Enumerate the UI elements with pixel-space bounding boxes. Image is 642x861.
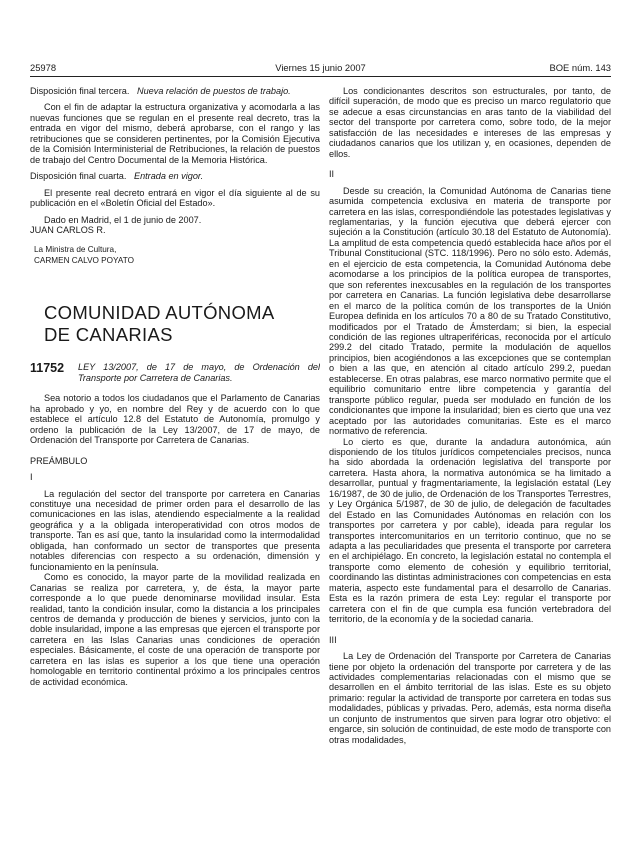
preamble-heading: PREÁMBULO bbox=[30, 455, 88, 466]
roman-heading-1: I bbox=[30, 472, 33, 483]
paragraph: Los condicionantes descritos son estructurales, por tanto, de difícil superación, de modo que es preciso un marco regulatorio que se adecue a esas circunstancias en aras tanto de la viabilidad del sector del transporte por carretera como, sobre todo, de la mejor satisfacción de las necesidades e intereses de las empresas y ciudadanos canarios que los utilizan y, en ocasiones, dependen de ellos. bbox=[329, 86, 611, 159]
paragraph: La Ley de Ordenación del Transporte por Carretera de Canarias tiene por objeto la ordenación del transporte por carretera y de las actividades complementarias relacionadas con el mismo que se desarrollen en el ámbito territorial de las islas. Este es su objeto primario: regular la actividad de transporte por carretera en todas sus modalidades, públicas y privadas. Pero, además, esta norma diseña un conjunto de instrumentos que sirven para lograr otro objetivo: el engarce, sin solución de continuidad, de este modo de transporte con otras modalidades, bbox=[329, 651, 611, 745]
page-number: 25978 bbox=[30, 62, 57, 73]
journal-issue: BOE núm. 143 bbox=[549, 62, 611, 73]
disposition-fourth-body: El presente real decreto entrará en vigor el día siguiente al de su publicación en el «Boletín Oficial del Estado». bbox=[30, 187, 320, 209]
disposition-third-body: Con el fin de adaptar la estructura organizativa y acomodarla a las nuevas funciones que se regulan en el presente real decreto, tras la entrada en vigor del mismo, deberá aprobarse, con el rango y las retribuciones que se consideren pertinentes, por la Comisión Ejecutiva de la Comisión Interministerial de Retribuciones, la relación de puestos de trabajo del Centro Documental de la Memoria Histórica. bbox=[30, 102, 320, 165]
paragraph: Como es conocido, la mayor parte de la movilidad realizada en Canarias se realiza por carretera, y, de ésta, la mayor parte corresponde a lo que puede denominarse movilidad insular. Esta realidad, tanto la condición insular, como la distancia a los principales centros de demanda y producción de bienes y servicios, junto con la doble insularidad, impone a las empresas que ejercen el transporte por carretera en las Islas Canarias unas condiciones de operación especiales. Básicamente, el coste de una operación de transporte por carretera en las islas es superior a los que tiene una operación homologable en territorio continental próximo a los principales centros de actividad económica. bbox=[30, 572, 320, 687]
right-column bbox=[329, 86, 611, 847]
publication-date: Viernes 15 junio 2007 bbox=[275, 62, 366, 73]
header-rule bbox=[30, 76, 611, 77]
minister-role: La Ministra de Cultura, bbox=[34, 245, 117, 255]
roman-heading-2: II bbox=[329, 169, 335, 180]
minister-name: CARMEN CALVO POYATO bbox=[34, 255, 134, 265]
disposition-third-heading: Disposición final tercera. Nueva relación de puestos de trabajo. bbox=[30, 86, 291, 96]
paragraph: Lo cierto es que, durante la andadura autonómica, aún disponiendo de los títulos jurídicos competenciales precisos, nunca ha sido abordada la ordenación legislativa del transporte por carretera. Hasta ahora, la normativa autonómica se ha limitado a desarrollar, puntual y fragmentariamente, la legislación estatal (Ley 16/1987, de 30 de julio, de Ordenación de los Transportes Terrestres, y Ley Orgánica 5/1987, de 30 de julio, de delegación de facultades del Estado en las Comunidades Autónomas en relación con los transportes por carretera y por cable), ideada para regular los transportes intercomunitarios en un territorio continuo, que no se adapta a las peculiaridades que presenta el transporte por carretera en el archipiélago. En concreto, la legislación estatal no contempla el transporte como elemento de cohesión y equilibrio territorial, coordinando las distintas administraciones con competencias en esta materia, aspecto este fundamental para el desarrollo de Canarias. Esta es la razón primera de esta Ley: regular el transporte por carretera con el fin de que cumpla esa función vertebradora del territorio, de la economía y de la sociedad canaria. bbox=[329, 436, 611, 625]
disposition-fourth-heading: Disposición final cuarta. Entrada en vigor. bbox=[30, 171, 204, 182]
roman-heading-3: III bbox=[329, 634, 337, 645]
page-header bbox=[30, 62, 611, 76]
left-column bbox=[30, 86, 320, 847]
section-title-line2: DE CANARIAS bbox=[44, 324, 173, 346]
king-signature: JUAN CARLOS R. bbox=[30, 224, 106, 235]
document-heading bbox=[30, 362, 320, 383]
section-title-line1: COMUNIDAD AUTÓNOMA bbox=[44, 302, 275, 324]
document-number: 11752 bbox=[30, 361, 65, 376]
promulgation-text: Sea notorio a todos los ciudadanos que el Parlamento de Canarias ha aprobado y yo, en nombre del Rey y de acuerdo con lo que establece el artículo 12.8 del Estatuto de Autonomía, promulgo y ordeno la publicación de la Ley 13/2007, de 17 de mayo, de Ordenación del Transporte por Carretera de Canarias. bbox=[30, 393, 320, 446]
document-title: LEY 13/2007, de 17 de mayo, de Ordenación del Transporte por Carretera de Canarias. bbox=[78, 362, 320, 383]
paragraph: Desde su creación, la Comunidad Autónoma de Canarias tiene asumida competencia exclusiva en materia de transporte por carretera en las islas, correspondiéndole las potestades legislativas y reglamentarias, y la función ejecutiva que deberá ejercer con sujeción a la Constitución (artículo 30.18 del Estatuto de Autonomía). La amplitud de esta competencia quedó establecida hace años por el Tribunal Constitucional (STC. 118/1996). Pero no sólo esto. Además, en el ejercicio de esta competencia, la Comunidad Autónoma debe acomodarse a los principios de la política europea de transportes, que son referentes inexcusables en la regulación de los transportes por carretera en Canarias. La función legislativa debe desarrollarse en el marco de la política común de los transportes de la Unión Europea definida en los artículos 70 a 80 de su Tratado Constitutivo, modificados por el Tratado de Ámsterdam; si bien, la especial condición de las regiones ultraperiféricas, reconocida por el artículo 299.2 del citado Tratado, permite la modulación de aquellos principios, bien acogiéndonos a las excepciones que se contemplan o bien a las que, en atención al citado artículo 299.2, puedan establecerse. En otras palabras, ese marco normativo permite que el equilibrio comunitario entre libre competencia y garantía del transporte público regular, pueda ser modulado en función de los condicionantes que impone la insularidad; bien es cierto que una vez aceptado por las autoridades comunitarias. Este es el marco normativo de referencia. bbox=[329, 185, 611, 437]
given-in-madrid: Dado en Madrid, el 1 de junio de 2007. bbox=[44, 214, 202, 225]
paragraph: La regulación del sector del transporte por carretera en Canarias constituye una necesidad de primer orden para el desarrollo de las comunicaciones en las islas, atendiendo especialmente a la realidad geográfica y a la obligada interoperatividad con otros modos de transporte. Tan es así que, tanto la insularidad como la intermodalidad obligada, han conformado un sector de transportes que presenta notables diferencias con respecto a su ordenación, dimensión y funcionamiento en la península. bbox=[30, 488, 320, 572]
